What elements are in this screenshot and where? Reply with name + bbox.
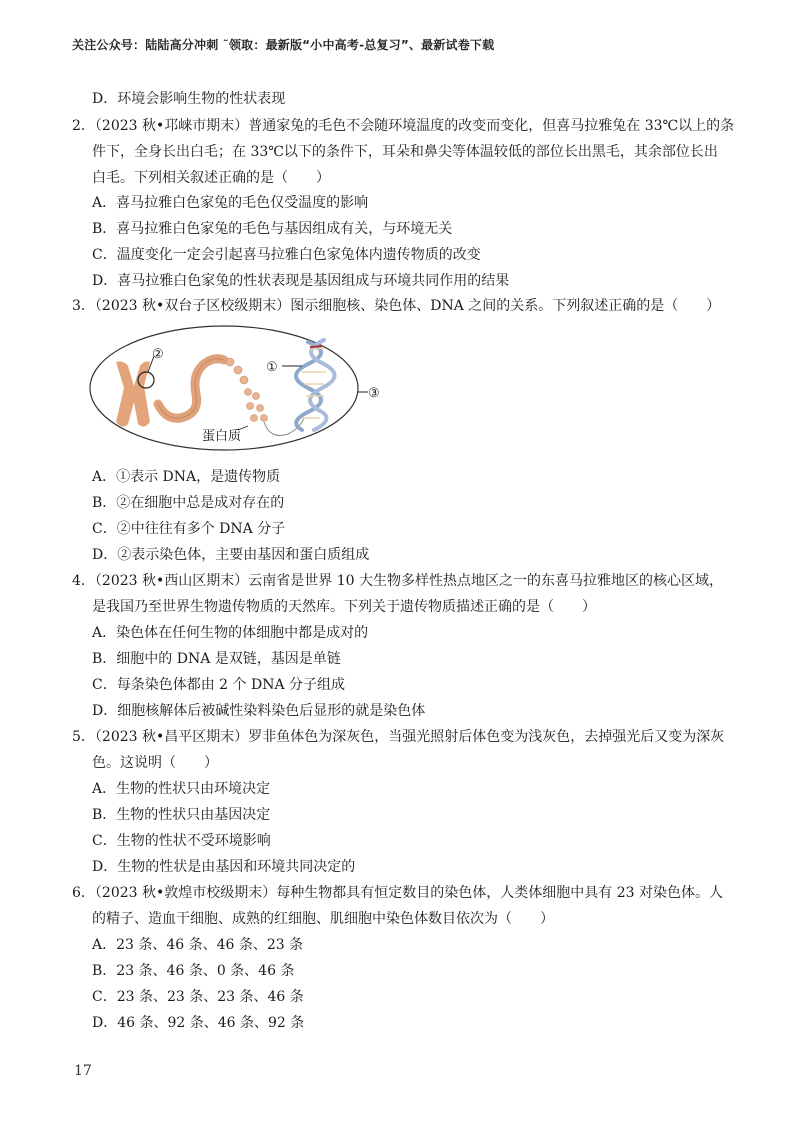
- option-a: A．23 条、46 条、46 条、23 条: [92, 937, 304, 953]
- question-stem-line: 是我国乃至世界生物遗传物质的天然库。下列关于遗传物质描述正确的是（ ）: [92, 599, 596, 615]
- option-b: B．喜马拉雅白色家兔的毛色与基因组成有关，与环境无关: [92, 221, 453, 237]
- option-c: C．23 条、23 条、23 条、46 条: [92, 989, 304, 1005]
- question-stem-line: 色。这说明（ ）: [92, 755, 218, 771]
- option-c: C．生物的性状不受环境影响: [92, 833, 271, 849]
- option-b: B．②在细胞中总是成对存在的: [92, 495, 285, 511]
- option-c: C．②中往往有多个 DNA 分子: [92, 521, 286, 537]
- option-b: B．细胞中的 DNA 是双链，基因是单链: [92, 651, 341, 667]
- chromosome-icon: [116, 362, 150, 427]
- option-a: A．生物的性状只由环境决定: [92, 781, 271, 797]
- page-number: 17: [74, 1063, 92, 1079]
- question-stem-line: 6．（2023 秋•敦煌市校级期末）每种生物都具有恒定数目的染色体，人类体细胞中具有 23 对染色体。人: [72, 885, 723, 901]
- question-stem-line: 件下，全身长出白毛；在 33℃以下的条件下，耳朵和鼻尖等体温较低的部位长出黑毛，其余部位长出: [92, 144, 718, 160]
- question-stem-line: 的精子、造血干细胞、成熟的红细胞、肌细胞中染色体数目依次为（ ）: [92, 911, 554, 927]
- question-stem-line: 3．（2023 秋•双台子区校级期末）图示细胞核、染色体、DNA 之间的关系。下列叙述正确的是（ ）: [72, 298, 721, 314]
- question-stem-line: 5．（2023 秋•昌平区期末）罗非鱼体色为深灰色，当强光照射后体色变为浅灰色，去掉强光后又变为深灰: [72, 729, 725, 745]
- option-d: D．生物的性状是由基因和环境共同决定的: [92, 859, 356, 875]
- option-b: B．生物的性状只由基因决定: [92, 807, 271, 823]
- label-one: ①: [266, 360, 278, 375]
- option-a: A．染色体在任何生物的体细胞中都是成对的: [92, 625, 369, 641]
- option-a: A．喜马拉雅白色家兔的毛色仅受温度的影响: [92, 195, 369, 211]
- option-c: C．每条染色体都由 2 个 DNA 分子组成: [92, 677, 346, 693]
- label-two: ②: [152, 347, 164, 362]
- label-three: ③: [368, 386, 380, 401]
- option-a: A．①表示 DNA，是遗传物质: [92, 469, 281, 485]
- option-d: D．喜马拉雅白色家兔的性状表现是基因组成与环境共同作用的结果: [92, 273, 510, 289]
- nucleosome-beads: [226, 358, 268, 422]
- page-header-banner: 关注公众号：陆陆高分冲刺 ˜领取：最新版“小中高考-总复习”、最新试卷下载: [72, 38, 495, 52]
- option-c: C．温度变化一定会引起喜马拉雅白色家兔体内遗传物质的改变: [92, 247, 481, 263]
- label-protein: 蛋白质: [202, 429, 242, 444]
- option-d: D．②表示染色体，主要由基因和蛋白质组成: [92, 547, 370, 563]
- nucleus-chromosome-dna-diagram: [88, 322, 388, 456]
- question-stem-line: 4．（2023 秋•西山区期末）云南省是世界 10 大生物多样性热点地区之一的东喜马拉雅地区的核心区域，: [72, 573, 723, 589]
- question-stem-line: 2．（2023 秋•邛崃市期末）普通家兔的毛色不会随环境温度的改变而变化，但喜马拉雅兔在 33℃以上的条: [72, 118, 735, 134]
- option-d: D．46 条、92 条、46 条、92 条: [92, 1015, 305, 1031]
- dna-double-helix-icon: [296, 340, 335, 430]
- option-d: D．细胞核解体后被碱性染料染色后显形的就是染色体: [92, 703, 426, 719]
- chromatin-coil-icon: [158, 359, 224, 419]
- question-stem-line: 白毛。下列相关叙述正确的是（ ）: [92, 170, 330, 186]
- prev-question-option-d: D．环境会影响生物的性状表现: [92, 91, 286, 107]
- diagram-figure: [88, 322, 388, 456]
- option-b: B．23 条、46 条、0 条、46 条: [92, 963, 295, 979]
